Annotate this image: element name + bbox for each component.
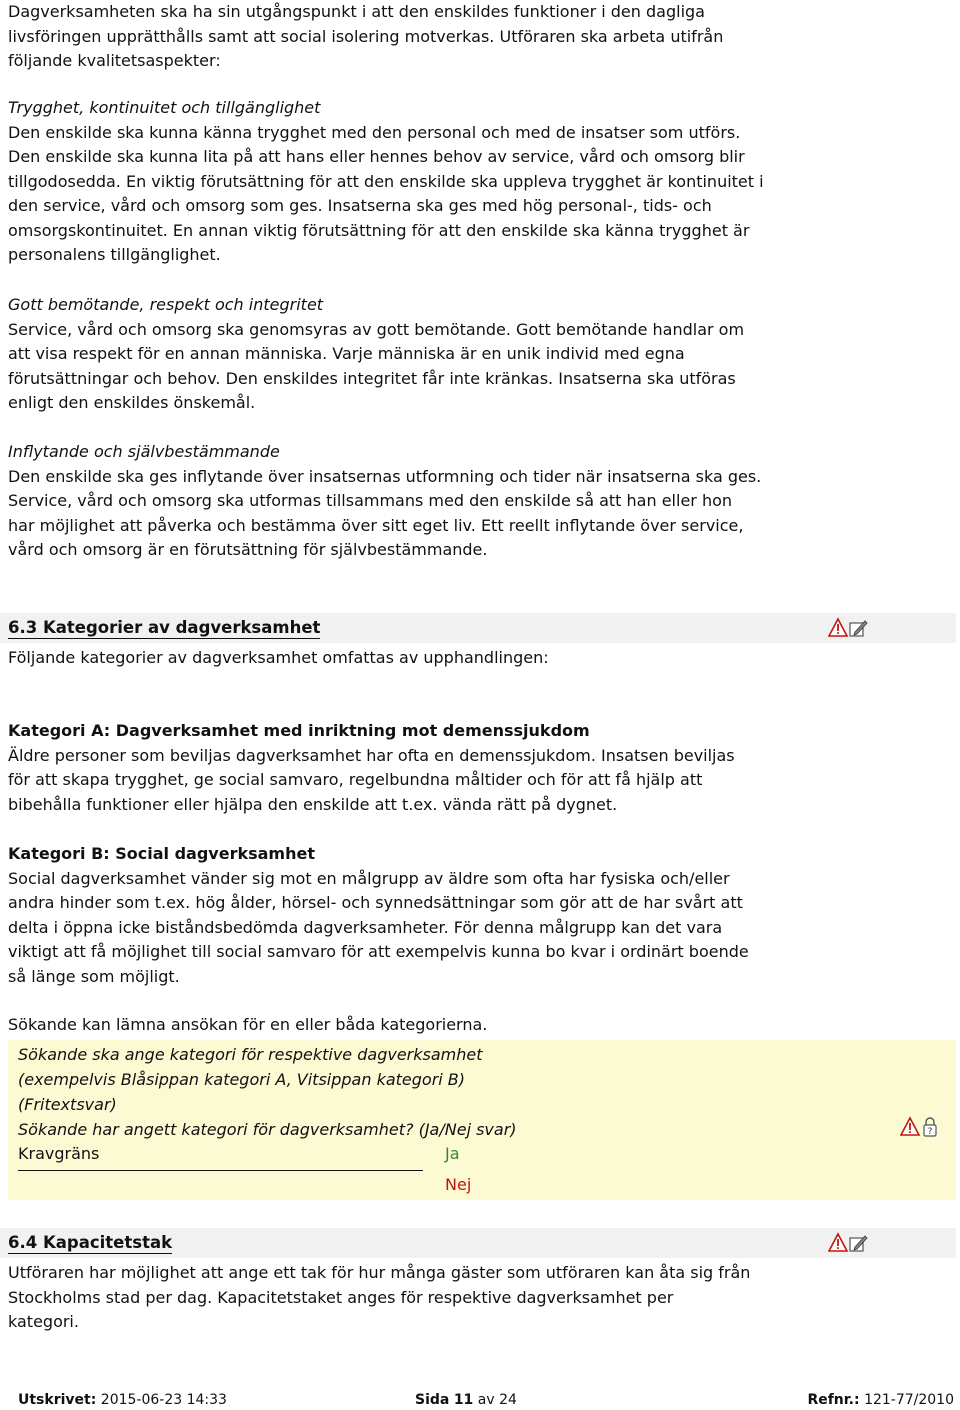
- text-line: Den enskilde ska kunna känna trygghet med den personal och med de insatser som utförs.: [8, 122, 741, 142]
- text-line: Service, vård och omsorg ska genomsyras av gott bemötande. Gott bemötande handlar om: [8, 319, 745, 339]
- aspect-inflytande: [8, 440, 953, 563]
- text-line: viktigt att få möjlighet till social samvaro för att exempelvis kunna bo kvar i ordinärt boende: [8, 942, 749, 961]
- intro-paragraph: [8, 0, 953, 74]
- aspect-trygghet: [8, 96, 953, 268]
- aspect-heading: Inflytande och självbestämmande: [8, 442, 280, 461]
- text-line: Den enskilde ska kunna lita på att hans eller hennes behov av service, vård och omsorg blir: [8, 147, 745, 166]
- page-current: 11: [453, 1392, 474, 1408]
- text-line: Dagverksamheten ska ha sin utgångspunkt i att den enskildes funktioner i den dagliga: [8, 2, 705, 21]
- section-header-6-4: [0, 1228, 956, 1258]
- edit-icon[interactable]: [850, 1236, 867, 1251]
- question-line: Sökande har angett kategori för dagverksamhet? (Ja/Nej svar): [18, 1120, 517, 1139]
- section-6-4-body: [8, 1261, 953, 1335]
- page-total: 24: [499, 1392, 517, 1408]
- section-6-3-lead: [8, 646, 953, 671]
- printed-date: [18, 1392, 227, 1408]
- category-b: [8, 842, 953, 989]
- text-line: följande kvalitetsaspekter:: [8, 51, 221, 70]
- question-line: (Fritextsvar): [18, 1095, 117, 1114]
- text-line: Social dagverksamhet vänder sig mot en målgrupp av äldre som ofta har fysiska och/eller: [8, 868, 730, 888]
- text-line: bibehålla funktioner eller hjälpa den enskilde att t.ex. vända rätt på dygnet.: [8, 794, 618, 814]
- aspect-heading: Trygghet, kontinuitet och tillgänglighet: [8, 98, 321, 117]
- category-heading: Kategori A: Dagverksamhet med inriktning mot demenssjukdom: [8, 721, 590, 740]
- text-line: omsorgskontinuitet. En annan viktig förutsättning för att den enskilde ska känna trygghet är: [8, 220, 750, 240]
- text-line: livsföringen upprätthålls samt att social isolering motverkas. Utföraren ska arbeta utifrån: [8, 26, 724, 46]
- text-line: Äldre personer som beviljas dagverksamhet har ofta en demenssjukdom. Insatsen beviljas: [8, 745, 735, 765]
- text-line: att visa respekt för en annan människa. Varje människa är en unik individ med egna: [8, 344, 685, 363]
- category-heading: Kategori B: Social dagverksamhet: [8, 844, 315, 863]
- question-line: (exempelvis Blåsippan kategori A, Vitsippan kategori B): [18, 1070, 466, 1089]
- text-line: så länge som möjligt.: [8, 966, 180, 986]
- printed-label: Utskrivet:: [18, 1392, 97, 1408]
- section-header-6-3: [0, 613, 956, 643]
- requirement-field: [18, 1144, 423, 1171]
- ref-value: 121-77/2010: [864, 1392, 954, 1408]
- aspect-heading: Gott bemötande, respekt och integritet: [8, 295, 324, 314]
- text-line: tillgodosedda. En viktig förutsättning för att den enskilde ska uppleva trygghet är kontinuitet i: [8, 171, 764, 191]
- svg-text:?: ?: [927, 1127, 933, 1137]
- section-title: 6.3 Kategorier av dagverksamhet: [8, 618, 321, 637]
- printed-value: 2015-06-23 14:33: [100, 1392, 227, 1408]
- warning-icon[interactable]: [901, 1118, 919, 1135]
- text-line: personalens tillgänglighet.: [8, 245, 221, 264]
- lock-question-icon[interactable]: [924, 1118, 936, 1137]
- text-line: Sökande kan lämna ansökan för en eller båda kategorierna.: [8, 1015, 488, 1034]
- section-icons: [828, 1232, 868, 1254]
- text-line: Service, vård och omsorg ska utformas tillsammans med den enskilde så att han eller hon: [8, 491, 733, 510]
- text-line: har möjlighet att påverka och bestämma över sitt eget liv. Ett reellt inflytande över service,: [8, 515, 744, 535]
- page-separator: av: [477, 1392, 495, 1408]
- warning-icon[interactable]: [829, 1234, 847, 1251]
- question-icons: [900, 1116, 940, 1138]
- text-line: Utföraren har möjlighet att ange ett tak för hur många gäster som utföraren kan åta sig från: [8, 1263, 751, 1282]
- text-line: andra hinder som t.ex. hög ålder, hörsel- och synnedsättningar som gör att de har svårt att: [8, 893, 743, 912]
- text-line: Den enskilde ska ges inflytande över insatsernas utformning och tider när insatserna ska ges.: [8, 466, 762, 486]
- text-line: för att skapa trygghet, ge social samvaro, regelbundna måltider och för att få hjälp att: [8, 770, 703, 789]
- requirement-label: Kravgräns: [18, 1144, 100, 1163]
- question-text: [18, 1042, 718, 1142]
- ref-label: Refnr.:: [807, 1392, 860, 1408]
- aspect-bemotande: [8, 293, 953, 416]
- question-line: Sökande ska ange kategori för respektive dagverksamhet: [18, 1045, 483, 1064]
- section-title: 6.4 Kapacitetstak: [8, 1233, 173, 1252]
- text-line: Stockholms stad per dag. Kapacitetstaket anges för respektive dagverksamhet per: [8, 1287, 674, 1307]
- page-label: Sida: [415, 1392, 450, 1408]
- text-line: enligt den enskildes önskemål.: [8, 393, 256, 412]
- reference-number: [807, 1392, 954, 1408]
- question-box: [8, 1040, 956, 1200]
- answer-yes-option[interactable]: Ja: [445, 1144, 460, 1163]
- warning-icon[interactable]: [829, 619, 847, 636]
- section-icons: [828, 617, 868, 639]
- text-line: den service, vård och omsorg som ges. Insatserna ska ges med hög personal-, tids- och: [8, 196, 712, 215]
- category-a: [8, 719, 953, 817]
- answer-no-option[interactable]: Nej: [445, 1175, 472, 1194]
- section-6-3-closing: [8, 1013, 953, 1038]
- text-line: kategori.: [8, 1312, 79, 1331]
- text-line: förutsättningar och behov. Den enskildes integritet får inte kränkas. Insatserna ska utföras: [8, 368, 736, 388]
- text-line: Följande kategorier av dagverksamhet omfattas av upphandlingen:: [8, 648, 549, 667]
- page-number: [415, 1392, 517, 1408]
- text-line: delta i öppna icke biståndsbedömda dagverksamheter. För denna målgrupp kan det vara: [8, 917, 723, 937]
- text-line: vård och omsorg är en förutsättning för självbestämmande.: [8, 540, 488, 559]
- edit-icon[interactable]: [850, 621, 867, 636]
